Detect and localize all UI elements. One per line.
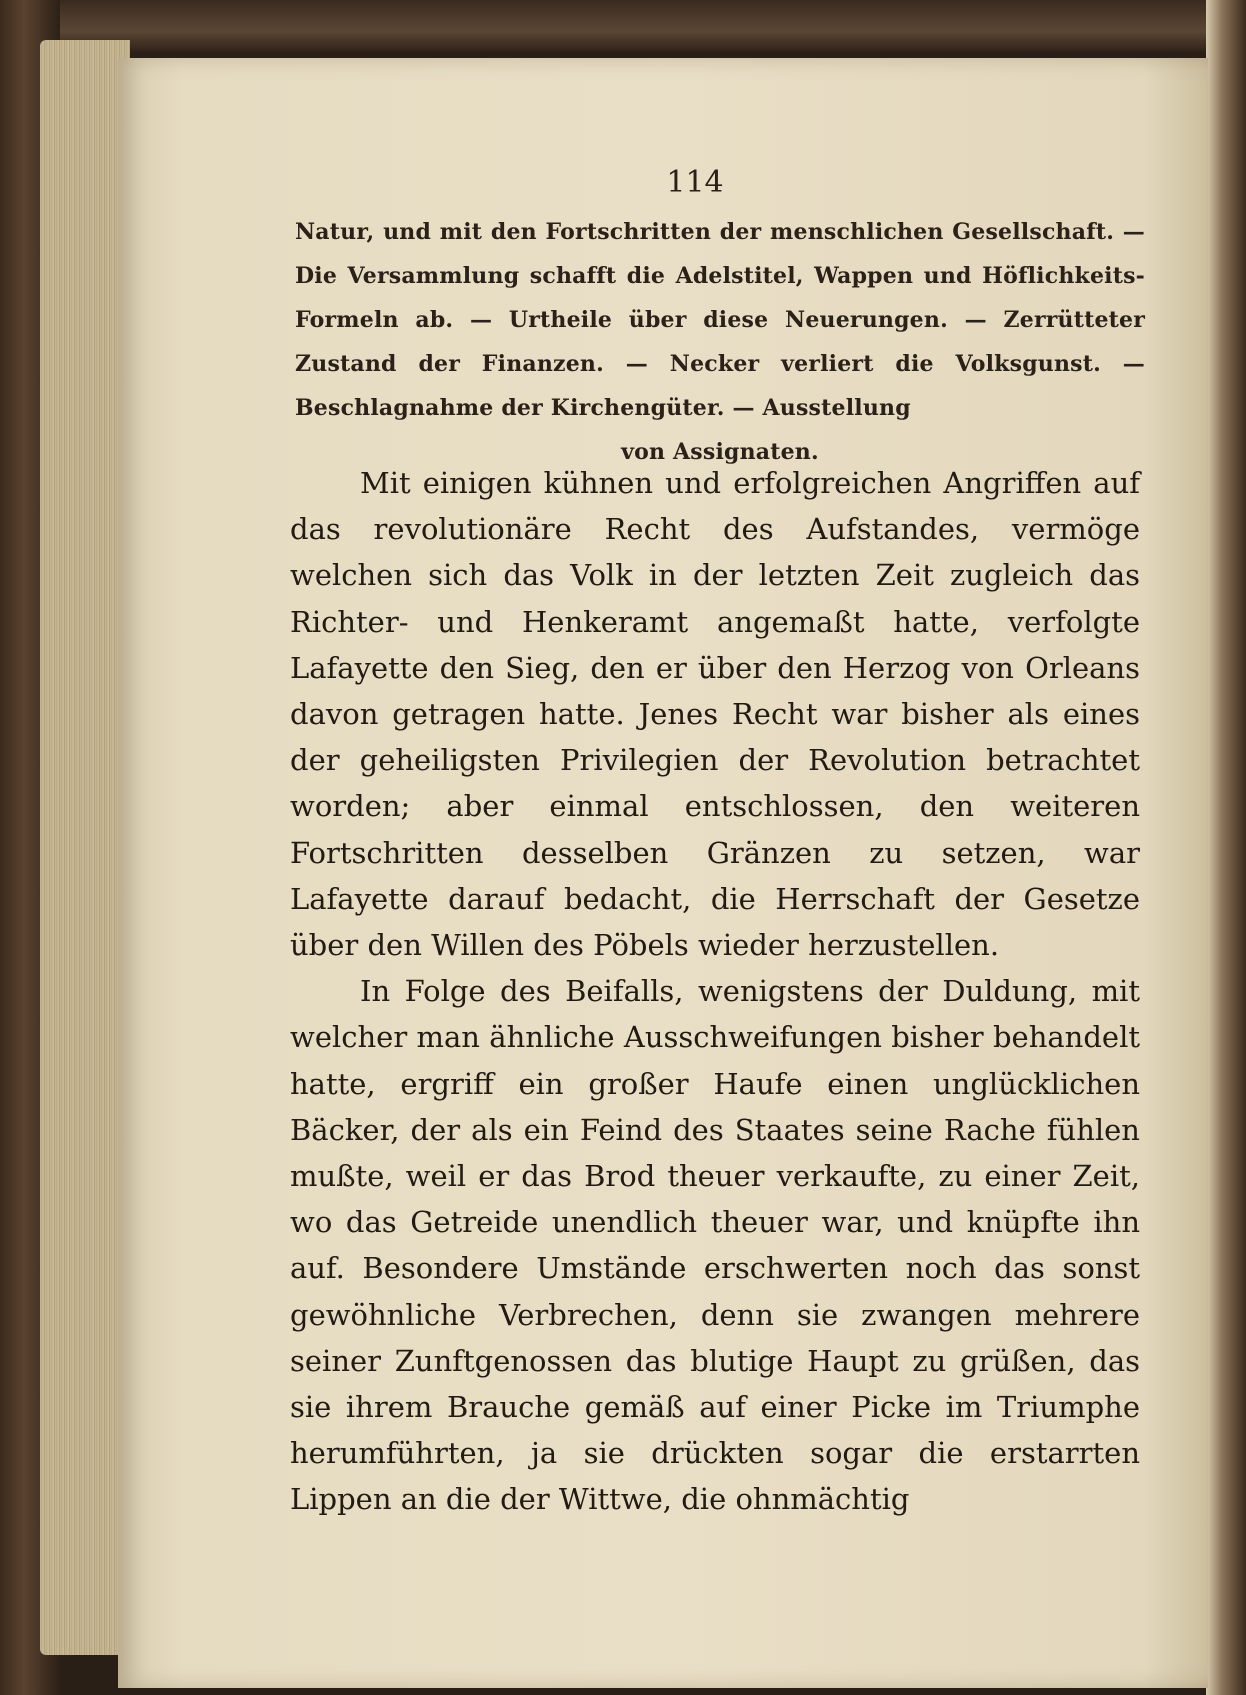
summary-last-line: von Assignaten. [621, 439, 819, 465]
paragraph-1: Mit einigen kühnen und erfolgreichen Angriffen auf das revolutionäre Recht des Aufstandes, vermöge welchen sich das Volk in der letzten Zeit zugleich das Richter- und Henkeramt angemaßt hatte, verfolgte Lafayette den Sieg, den er über den Herzog von Orleans davon getragen hatte. Jenes Recht war bisher als eines der geheiligsten Privilegien der Revolution betrachtet worden; aber einmal entschlossen, den weiteren Fortschritten desselben Gränzen zu setzen, war Lafayette darauf bedacht, die Herrschaft der Gesetze über den Willen des Pöbels wieder herzustellen. [290, 466, 1140, 963]
page-edges [40, 40, 130, 1655]
summary-text: Natur, und mit den Fortschritten der menschlichen Gesellschaft. — Die Versammlung schafft die Adelstitel, Wappen und Höflichkeits-Formeln ab. — Urtheile über diese Neuerungen. — Zerrütteter Zustand der Finanzen. — Necker verliert die Volksgunst. — Beschlagnahme der Kirchengüter. — Ausstellung [295, 219, 1145, 421]
body-text [290, 460, 1140, 1523]
paragraph-2: In Folge des Beifalls, wenigstens der Duldung, mit welcher man ähnliche Ausschweifungen bisher behandelt hatte, ergriff ein großer Haufe einen unglücklichen Bäcker, der als ein Feind des Staates seine Rache fühlen mußte, weil er das Brod theuer verkaufte, zu einer Zeit, wo das Getreide unendlich theuer war, und knüpfte ihn auf. Besondere Umstände erschwerten noch das sonst gewöhnliche Verbrechen, denn sie zwangen mehrere seiner Zunftgenossen das blutige Haupt zu grüßen, das sie ihrem Brauche gemäß auf einer Picke im Triumphe herumführten, ja sie drückten sogar die erstarrten Lippen an die der Wittwe, die ohnmächtig [290, 974, 1140, 1517]
page-number: 114 [666, 165, 724, 200]
book-cover-top [0, 0, 1246, 52]
book-cover-right [1206, 0, 1246, 1695]
chapter-summary [295, 210, 1145, 474]
